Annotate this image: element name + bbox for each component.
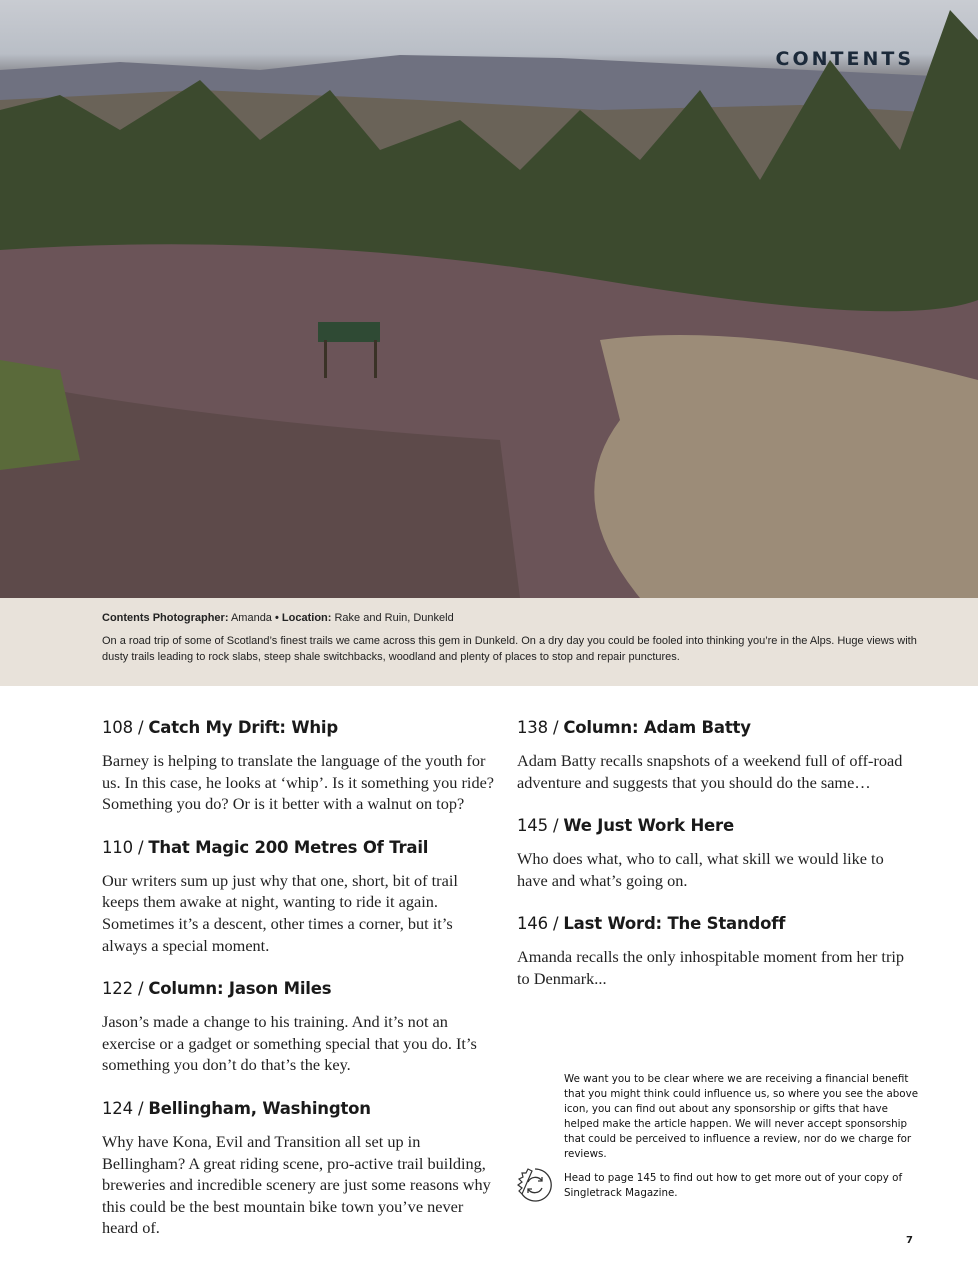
entry-page: 108 /	[102, 718, 144, 737]
entry-heading[interactable]	[517, 914, 917, 933]
entry-title: Column: Adam Batty	[563, 718, 751, 737]
entry-heading[interactable]	[517, 718, 917, 737]
entry-title: Catch My Drift: Whip	[148, 718, 338, 737]
photographer-label: Contents Photographer:	[102, 612, 229, 624]
contents-entry[interactable]	[102, 979, 498, 1076]
entry-page: 122 /	[102, 979, 144, 999]
entry-page: 110 /	[102, 837, 144, 857]
photographer-name: Amanda	[230, 612, 272, 624]
entry-heading[interactable]	[102, 1099, 498, 1118]
entry-title: Last Word: The Standoff	[563, 914, 786, 934]
contents-entry[interactable]	[102, 838, 498, 956]
cover-photo	[0, 0, 978, 598]
entry-title: Column: Jason Miles	[148, 979, 332, 999]
entry-title: We Just Work Here	[563, 816, 734, 836]
location-label: Location:	[281, 612, 332, 624]
entry-title: That Magic 200 Metres Of Trail	[148, 837, 429, 857]
entry-page: 138 /	[517, 718, 559, 737]
contents-left-column	[102, 718, 498, 1262]
entry-description: Adam Batty recalls snapshots of a weekend full of off-road adventure and suggests that you should do the same…	[517, 751, 903, 792]
caption-text: On a road trip of some of Scotland’s finest trails we came across this gem in Dunkeld. On a dry day you could be fooled into thinking you’re in the Alps. Huge views with dusty trails leading to rock slabs, steep shale switchbacks, woodland and plenty of places to stop and repair punctures.	[102, 635, 917, 663]
contents-entry[interactable]	[102, 1099, 498, 1239]
entry-heading[interactable]	[102, 979, 498, 998]
notice-pointer: Head to page 145 to find out how to get more out of your copy of Singletrack Magazine.	[564, 1172, 903, 1199]
notice-text: We want you to be clear where we are receiving a financial benefit that you might think could influence us, so where you see the above icon, you can find out about any sponsorship or gifts that have helped make the article happen. We will never accept sponsorship that could be perceived to influence a review, nor do we charge for reviews.	[564, 1073, 919, 1160]
landscape-illustration	[0, 0, 978, 598]
sponsorship-notice	[564, 1072, 920, 1210]
sponsorship-cog-icon	[516, 1166, 554, 1204]
entry-page: 146 /	[517, 914, 559, 934]
entry-description: Why have Kona, Evil and Transition all set up in Bellingham? A great riding scene, pro-active trail building, breweries and incredible scenery are just some reasons why this could be the best mountain bike town you’ve never heard of.	[102, 1131, 491, 1238]
page-number: 7	[906, 1235, 913, 1246]
entry-description: Jason’s made a change to his training. And it’s not an exercise or a gadget or something special that you do. It’s something you don’t do that’s the key.	[102, 1012, 477, 1075]
entry-heading[interactable]	[102, 718, 498, 737]
entry-heading[interactable]	[517, 816, 917, 835]
entry-heading[interactable]	[102, 838, 498, 857]
contents-right-column	[517, 718, 917, 1013]
entry-description: Barney is helping to translate the language of the youth for us. In this case, he looks at ‘whip’. Is it something you ride? Something you do? Or is it better with a walnut on top?	[102, 751, 495, 814]
photo-credit	[102, 612, 978, 624]
contents-entry[interactable]	[102, 718, 498, 815]
section-heading: CONTENTS	[775, 48, 914, 70]
contents-entry[interactable]	[517, 914, 917, 989]
contents-entry[interactable]	[517, 816, 917, 891]
entry-description: Amanda recalls the only inhospitable moment from her trip to Denmark...	[517, 947, 905, 988]
photo-caption	[0, 598, 978, 686]
credit-separator: •	[275, 612, 279, 624]
contents-entry[interactable]	[517, 718, 917, 793]
entry-page: 145 /	[517, 816, 559, 836]
location-name: Rake and Ruin, Dunkeld	[334, 612, 454, 624]
entry-description: Our writers sum up just why that one, short, bit of trail keeps them awake at night, wanting to ride it again. Sometimes it’s a descent, other times a corner, but it’s always a special moment.	[102, 870, 458, 955]
entry-description: Who does what, who to call, what skill we would like to have and what’s going on.	[517, 849, 884, 890]
entry-title: Bellingham, Washington	[148, 1098, 371, 1118]
entry-page: 124 /	[102, 1098, 144, 1118]
